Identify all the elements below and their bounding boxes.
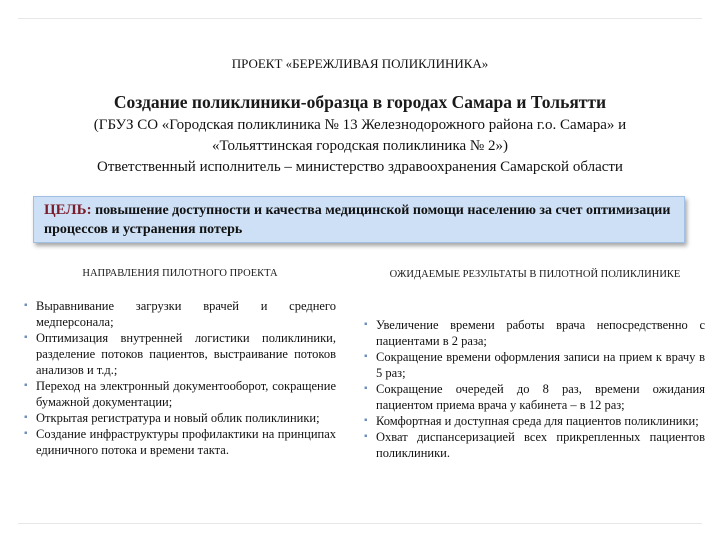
page-title: Создание поликлиники-образца в городах Самара и Тольятти	[113, 92, 607, 112]
list-item: ▪ Оптимизация внутренней логистики поликлиники, разделение потоков пациентов, выстраивание потоков анализов и т.д.;	[24, 330, 336, 378]
directions-heading: НАПРАВЛЕНИЯ ПИЛОТНОГО ПРОЕКТА	[82, 268, 278, 279]
info-line-2: «Тольяттинская городская поликлиника № 2»)	[212, 138, 508, 154]
results-heading: ОЖИДАЕМЫЕ РЕЗУЛЬТАТЫ В ПИЛОТНОЙ ПОЛИКЛИНИКЕ	[389, 269, 681, 280]
info-line-3: Ответственный исполнитель – министерство здравоохранения Самарской области	[97, 159, 623, 175]
list-item: ▪ Открытая регистратура и новый облик поликлиники;	[24, 410, 336, 426]
info-line-1: (ГБУЗ СО «Городская поликлиника № 13 Железнодорожного района г.о. Самара» и	[93, 117, 627, 133]
list-item: ▪ Создание инфраструктуры профилактики на принципах единичного потока и времени такта.	[24, 426, 336, 458]
top-divider	[18, 18, 702, 19]
project-title: ПРОЕКТ «БЕРЕЖЛИВАЯ ПОЛИКЛИНИКА»	[231, 56, 489, 71]
goal-label: ЦЕЛЬ:	[44, 202, 92, 218]
list-item: ▪ Выравнивание загрузки врачей и среднего медперсонала;	[24, 298, 336, 330]
list-item: ▪ Сокращение очередей до 8 раз, времени ожидания пациентом приема врача у кабинета – в 12 раз;	[364, 381, 705, 413]
directions-list	[24, 298, 336, 458]
list-item: ▪ Сокращение времени оформления записи на прием к врачу в 5 раз;	[364, 349, 705, 381]
bottom-divider	[18, 523, 702, 524]
list-item: ▪ Переход на электронный документооборот, сокращение бумажной документации;	[24, 378, 336, 410]
goal-text: повышение доступности и качества медицинской помощи населению за счет оптимизации процессов и устранения потерь	[44, 203, 671, 237]
list-item: ▪ Увеличение времени работы врача непосредственно с пациентами в 2 раза;	[364, 317, 705, 349]
goal-box	[33, 196, 685, 243]
list-item: ▪ Комфортная и доступная среда для пациентов поликлиники;	[364, 413, 705, 429]
list-item: ▪ Охват диспансеризацией всех прикрепленных пациентов поликлиники.	[364, 429, 705, 461]
institution-info	[20, 115, 700, 178]
results-list	[364, 317, 705, 461]
